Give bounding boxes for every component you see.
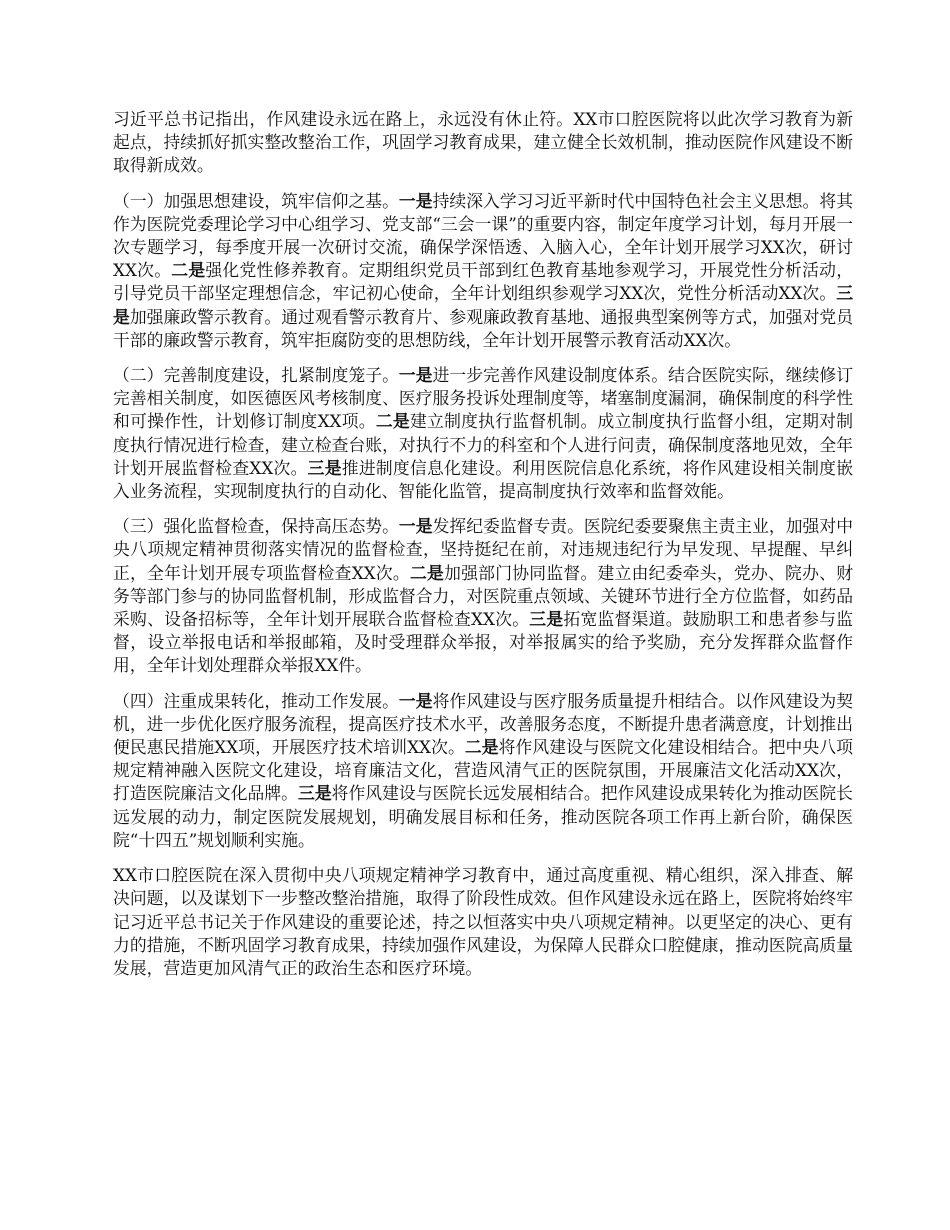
section-4-point-1-marker: 一是 xyxy=(398,690,433,711)
section-2-point-1-text: 进一步完善作风建设制度体系。结合医院实际，继续修订完善相关制度，如医德医风考核制度、医疗服务投诉处理制度等，堵塞制度漏洞，确保制度的科学性和可操作性，计划修订制度XX项。 xyxy=(113,365,853,432)
section-2-heading: （二）完善制度建设，扎紧制度笼子。 xyxy=(113,365,399,386)
conclusion-text: XX市口腔医院在深入贯彻中央八项规定精神学习教育中，通过高度重视、精心组织，深入排查、解决问题，以及谋划下一步整改整治措施，取得了阶段性成效。但作风建设永远在路上，医院将始终牢记习近平总书记关于作风建设的重要论述，持之以恒落实中央八项规定精神。以更坚定的决心、更有力的措施，不断巩固学习教育成果，持续加强作风建设，为保障人民群众口腔健康，推动医院高质量发展，营造更加风清气正的政治生态和医疗环境。 xyxy=(113,865,853,978)
section-3-paragraph xyxy=(113,515,853,677)
section-3-point-2-marker: 二是 xyxy=(409,562,445,583)
section-1-paragraph xyxy=(113,190,853,352)
section-4-point-3-text: 将作风建设与医院长远发展相结合。把作风建设成果转化为推动医院长远发展的动力，制定医院发展规划，明确发展目标和任务，推动医院各项工作再上新台阶，确保医院“十四五”规划顺利实施。 xyxy=(113,783,853,850)
section-4-point-2-marker: 二是 xyxy=(464,737,499,758)
section-3-point-3-marker: 三是 xyxy=(529,609,564,630)
section-3-heading: （三）强化监督检查，保持高压态势。 xyxy=(113,516,399,537)
section-2-point-2-text: 建立制度执行监督机制。成立制度执行监督小组，定期对制度执行情况进行检查，建立检查台账，对执行不力的科室和个人进行问责，确保制度落地见效，全年计划开展监督检查XX次。 xyxy=(113,411,853,478)
section-1-point-3-marker: 三是 xyxy=(113,283,853,327)
section-2-point-2-marker: 二是 xyxy=(375,411,410,432)
section-3-point-1-marker: 一是 xyxy=(398,516,433,537)
intro-paragraph xyxy=(113,108,853,178)
section-3-point-3-text: 拓宽监督渠道。鼓励职工和患者参与监督，设立举报电话和举报邮箱，及时受理群众举报，对举报属实的给予奖励，充分发挥群众监督作用，全年计划处理群众举报XX件。 xyxy=(113,609,853,676)
conclusion-paragraph xyxy=(113,864,853,980)
section-1-point-2-text: 强化党性修养教育。定期组织党员干部到红色教育基地参观学习，开展党性分析活动，引导党员干部坚定理想信念，牢记初心使命，全年计划组织参观学习XX次，党性分析活动XX次。 xyxy=(113,260,853,304)
section-3-point-1-text: 发挥纪委监督专责。医院纪委要聚焦主责主业，加强对中央八项规定精神贯彻落实情况的监督检查，坚持挺纪在前，对违规违纪行为早发现、早提醒、早纠正，全年计划开展专项监督检查XX次。 xyxy=(113,516,853,583)
section-4-point-3-marker: 三是 xyxy=(298,783,332,804)
section-1-heading: （一）加强思想建设，筑牢信仰之基。 xyxy=(113,190,399,211)
section-1-point-3-text: 加强廉政警示教育。通过观看警示教育片、参观廉政教育基地、通报典型案例等方式，加强对党员干部的廉政警示教育，筑牢拒腐防变的思想防线，全年计划开展警示教育活动XX次。 xyxy=(113,306,853,350)
section-1-point-1-text: 持续深入学习习近平新时代中国特色社会主义思想。将其作为医院党委理论学习中心组学习、党支部“三会一课”的重要内容，制定年度学习计划，每月开展一次专题学习，每季度开展一次研讨交流，确保学深悟透、入脑入心，全年计划开展学习XX次，研讨XX次。 xyxy=(113,190,853,281)
section-3-point-2-text: 加强部门协同监督。建立由纪委牵头，党办、院办、财务等部门参与的协同监督机制，形成监督合力，对医院重点领域、关键环节进行全方位监督，如药品采购、设备招标等，全年计划开展联合监督检查XX次。 xyxy=(113,562,853,630)
section-4-paragraph xyxy=(113,690,853,852)
section-1-point-2-marker: 二是 xyxy=(171,260,206,281)
section-2-point-3-marker: 三是 xyxy=(307,457,342,478)
section-2-point-1-marker: 一是 xyxy=(398,365,433,386)
section-4-point-1-text: 将作风建设与医疗服务质量提升相结合。以作风建设为契机，进一步优化医疗服务流程，提高医疗技术水平，改善服务态度，不断提升患者满意度，计划推出便民惠民措施XX项，开展医疗技术培训XX次。 xyxy=(113,690,853,758)
section-4-heading: （四）注重成果转化，推动工作发展。 xyxy=(113,690,399,711)
section-2-paragraph xyxy=(113,364,853,503)
section-2-point-3-text: 推进制度信息化建设。利用医院信息化系统，将作风建设相关制度嵌入业务流程，实现制度执行的自动化、智能化监管，提高制度执行效率和监督效能。 xyxy=(113,457,853,502)
document-body xyxy=(113,108,853,992)
intro-text: 习近平总书记指出，作风建设永远在路上，永远没有休止符。XX市口腔医院将以此次学习教育为新起点，持续抓好抓实整改整治工作，巩固学习教育成果，建立健全长效机制，推动医院作风建设不断取得新成效。 xyxy=(113,109,853,176)
section-4-point-2-text: 将作风建设与医院文化建设相结合。把中央八项规定精神融入医院文化建设，培育廉洁文化，营造风清气正的医院氛围，开展廉洁文化活动XX次，打造医院廉洁文化品牌。 xyxy=(113,737,853,804)
section-1-point-1-marker: 一是 xyxy=(398,190,433,211)
